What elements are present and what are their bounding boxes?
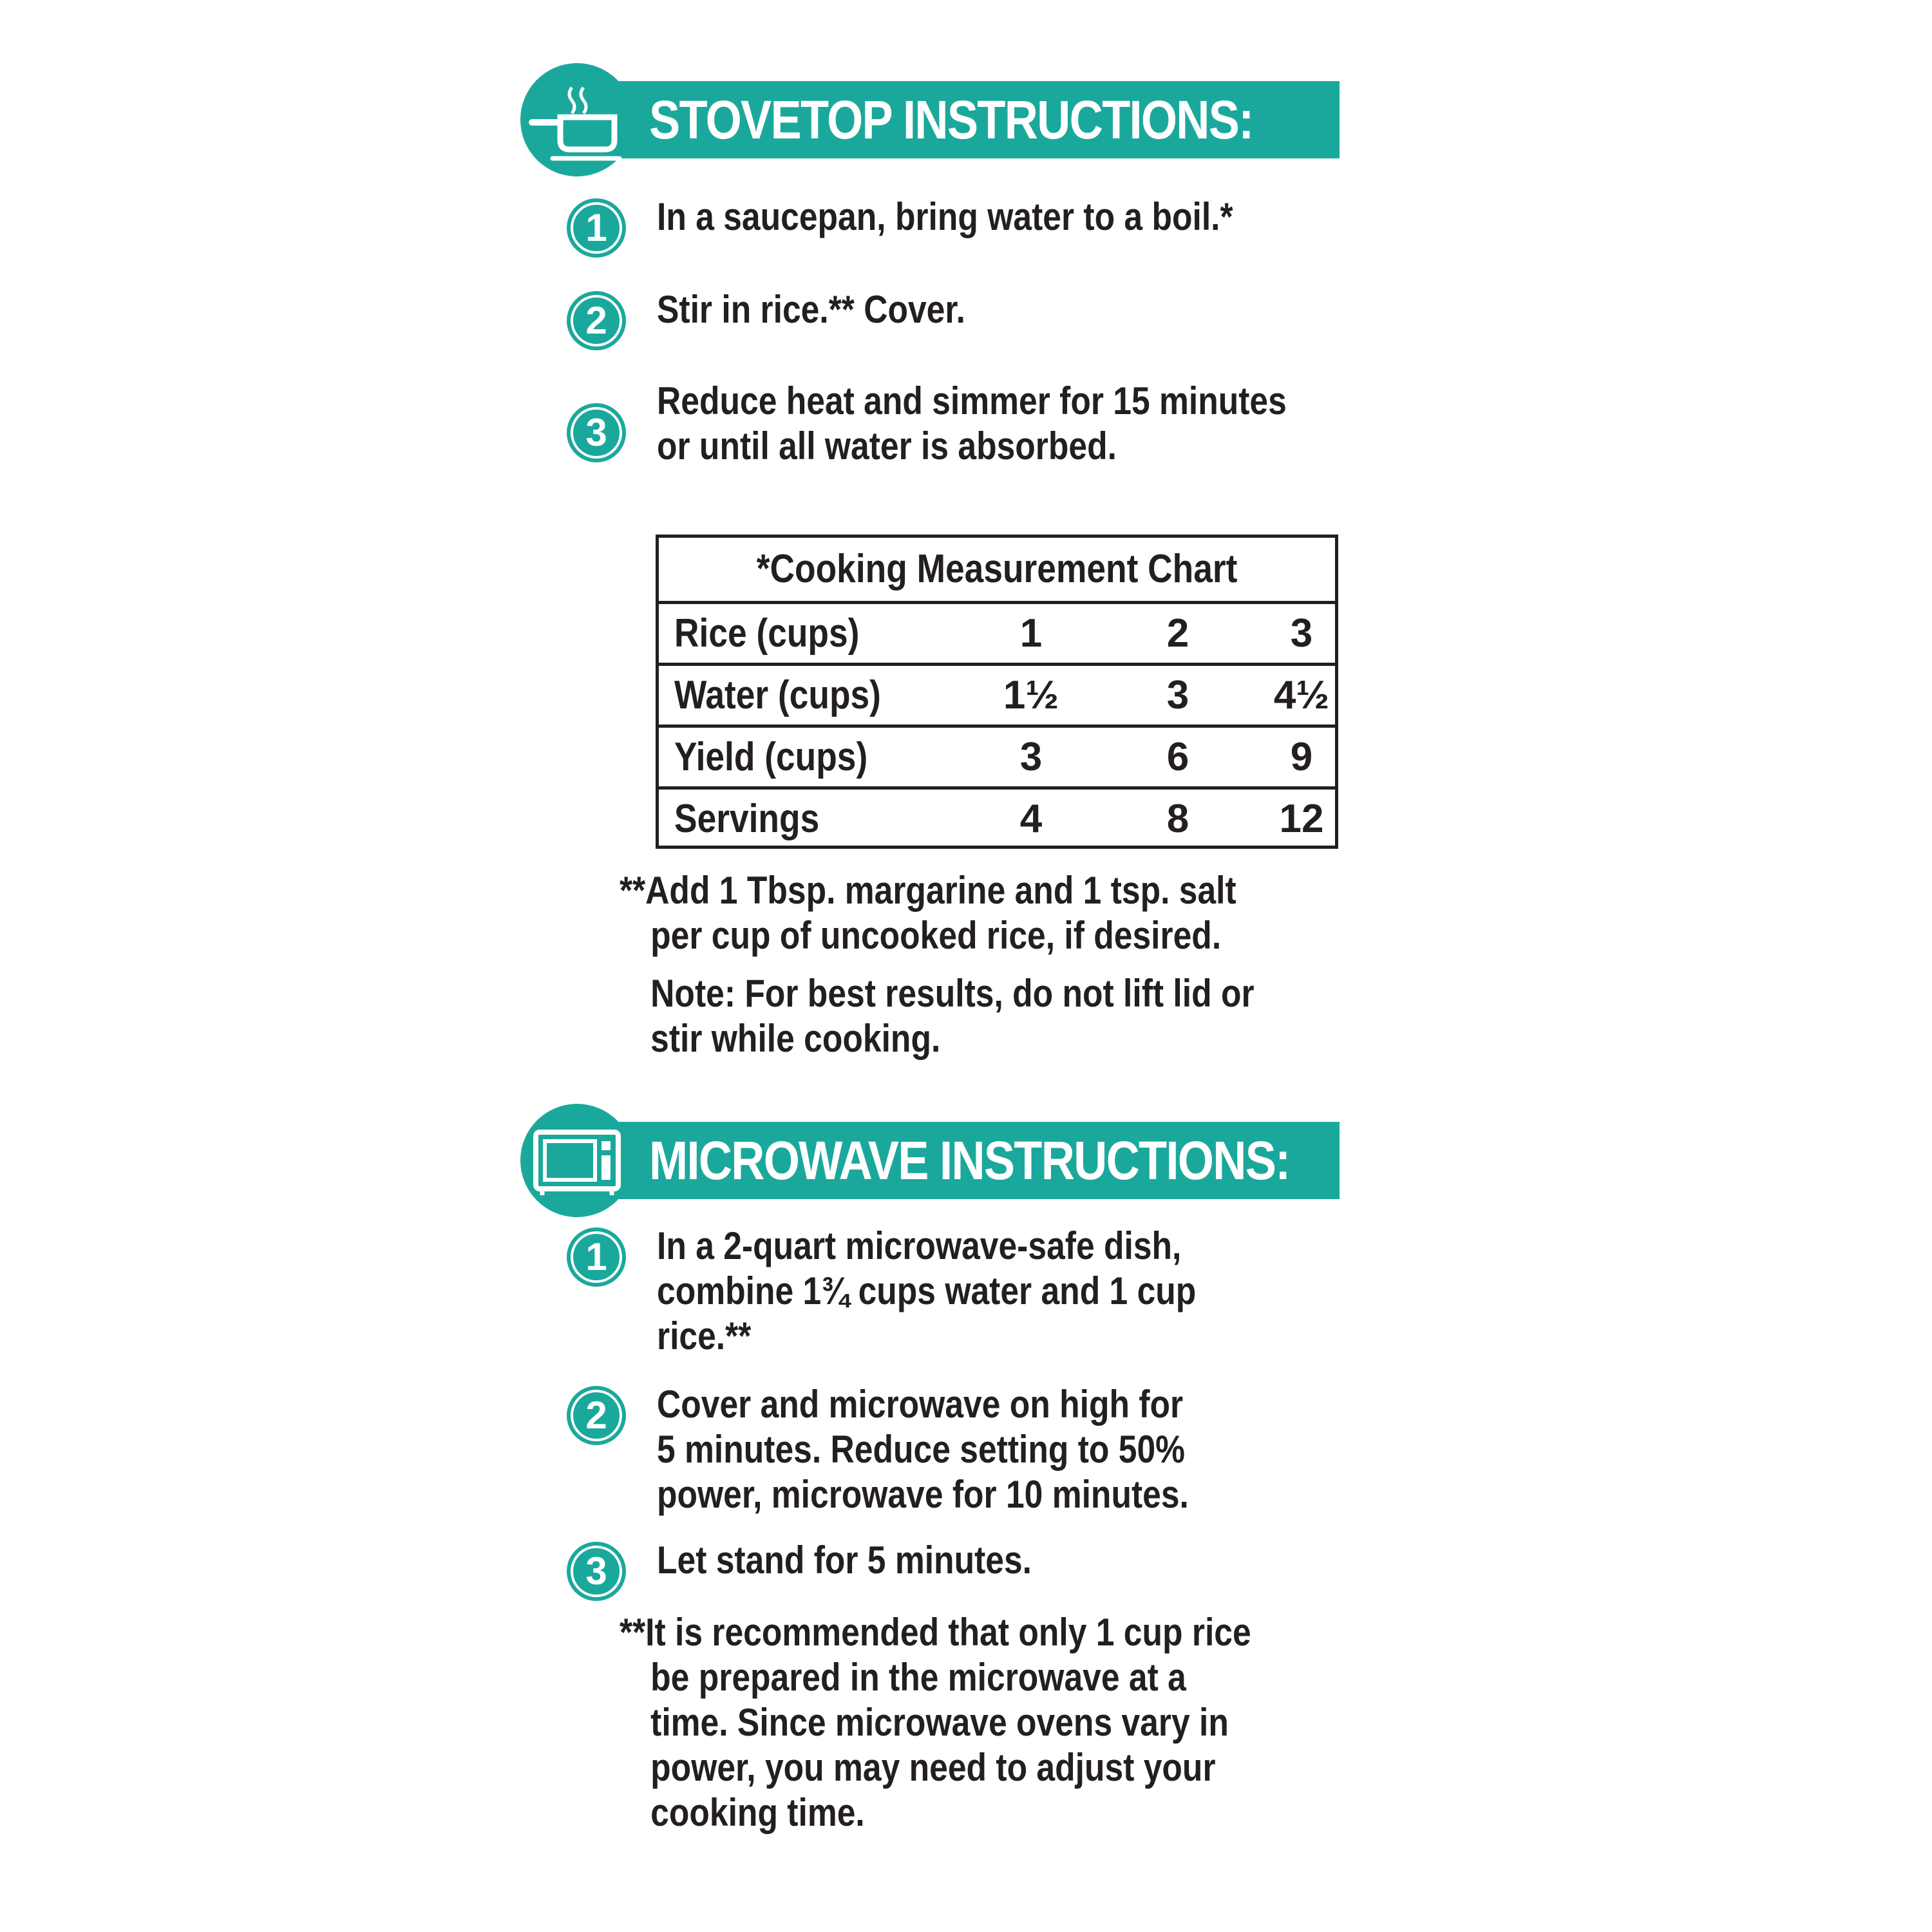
microwave-footnote: **It is recommended that only 1 cup rice be prepared in the microwave at a time. Since microwave ovens vary in power, you may need to adjust your cooking time.	[620, 1611, 1251, 1834]
step-number-badge: 2	[567, 291, 626, 350]
step-text: Cover and microwave on high for 5 minutes. Reduce setting to 50% power, microwave for 10 minutes.	[657, 1383, 1189, 1516]
row-label: Rice (cups)	[674, 611, 860, 656]
table-row	[659, 604, 1335, 666]
row-label: Yield (cups)	[674, 735, 868, 779]
cell-value: 9	[1290, 735, 1313, 779]
step-text: Stir in rice.** Cover.	[657, 288, 965, 331]
table-row	[659, 790, 1335, 848]
cell-value: 3	[1166, 673, 1189, 717]
cell-value: 8	[1166, 797, 1189, 841]
row-label: Water (cups)	[674, 673, 881, 717]
stovetop-note: Note: For best results, do not lift lid or stir while cooking.	[650, 972, 1255, 1060]
step-number-badge: 1	[567, 1227, 626, 1287]
cell-value: 2	[1166, 611, 1189, 656]
microwave-title: MICROWAVE INSTRUCTIONS:	[649, 1130, 1290, 1191]
stovetop-icon-circle	[520, 63, 634, 176]
chart-title: *Cooking Measurement Chart	[659, 538, 1335, 604]
row-label: Servings	[674, 797, 820, 841]
step-text: Reduce heat and simmer for 15 minutes or until all water is absorbed.	[657, 379, 1287, 468]
step-text: In a 2-quart microwave-safe dish, combine 1¾ cups water and 1 cup rice.**	[657, 1224, 1197, 1358]
microwave-icon	[520, 1104, 634, 1217]
step-number-badge: 2	[567, 1386, 626, 1445]
note-label: Note:	[650, 972, 736, 1015]
cell-value: 4	[1019, 797, 1043, 841]
stovetop-title: STOVETOP INSTRUCTIONS:	[649, 90, 1253, 150]
step-text: Let stand for 5 minutes.	[657, 1539, 1032, 1582]
cell-value: 1	[1019, 611, 1043, 656]
cell-value: 12	[1279, 797, 1324, 841]
step-number-badge: 3	[567, 1542, 626, 1601]
step-number-badge: 1	[567, 198, 626, 258]
table-row	[659, 728, 1335, 790]
stovetop-footnote: **Add 1 Tbsp. margarine and 1 tsp. salt per cup of uncooked rice, if desired.	[620, 869, 1236, 957]
table-row	[659, 666, 1335, 728]
step-text: In a saucepan, bring water to a boil.*	[657, 195, 1233, 238]
cell-value: 6	[1166, 735, 1189, 779]
saucepan-icon	[520, 63, 634, 176]
cell-value: 3	[1290, 611, 1313, 656]
cell-value: 4½	[1273, 673, 1330, 717]
cooking-measurement-chart	[656, 535, 1338, 849]
microwave-icon-circle	[520, 1104, 634, 1217]
cell-value: 1½	[1003, 673, 1059, 717]
cell-value: 3	[1019, 735, 1043, 779]
step-number-badge: 3	[567, 403, 626, 462]
